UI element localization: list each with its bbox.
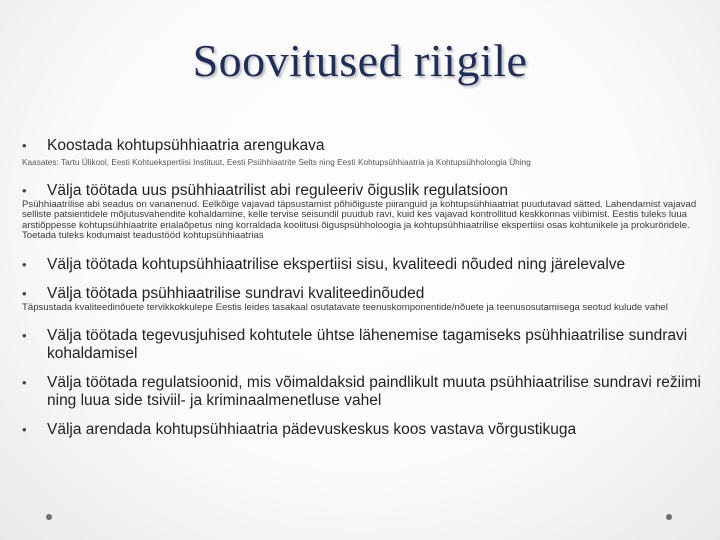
bullet-item <box>22 182 702 200</box>
bullet-dot-icon: • <box>22 422 27 437</box>
bullet-text: Välja töötada psühhiaatrilise sundravi kvaliteedinõuded <box>47 284 425 302</box>
bullet-dot-icon: • <box>22 256 27 272</box>
bullet-dot-icon: • <box>22 285 27 301</box>
bullet-dot-icon: • <box>22 182 27 198</box>
bullet-text: Välja töötada regulatsioonid, mis võimaldaksid paindlikult muuta psühhiaatrilise sundravi režiimi ning luua side tsiviil- ja kriminaalmenetluse vahel <box>47 374 701 409</box>
slide-content <box>22 137 702 439</box>
bullet-dot-icon: • <box>22 138 27 153</box>
bullet-dot-icon: • <box>22 375 27 390</box>
slide-title: Soovitused riigile <box>192 35 528 86</box>
bullet-text: Välja töötada tegevusjuhised kohtutele ühtse lähenemise tagamiseks psühhiaatrilise sundravi kohaldamisel <box>47 327 688 362</box>
bullet-text: Välja töötada uus psühhiaatrilist abi reguleeriv õiguslik regulatsioon <box>47 181 508 199</box>
bullet-item <box>22 327 702 363</box>
bullet-item <box>22 137 702 155</box>
note-text: Kaasates: Tartu Ülikool, Eesti Kohtuekspertiisi Instituut, Eesti Psühhiaatrite Selts ning Eesti Kohtupsühhiaatria ja Kohtupsühholoogia Ühing <box>22 158 531 167</box>
bullet-text: Välja töötada kohtupsühhiaatrilise ekspertiisi sisu, kvaliteedi nõuded ning järelevalve <box>47 255 626 273</box>
bullet-item <box>22 285 702 303</box>
bullet-text: Koostada kohtupsühhiaatria arengukava <box>47 137 325 154</box>
prev-slide-dot-icon[interactable] <box>46 514 52 520</box>
note-text: Psühhiaatrilise abi seadus on vananenud. Eelkõige vajavad täpsustamist põhiõiguste piiranguid ja kohtupsühhiaatriat puudutavad sätted. Lahendamist vajavad selliste patsientidele mõjutusvahendite kohaldamine, kelle tervise seisundil puudub ravi, kuid kes vajavad kontrollitud keskkonnas viibimist. Eestis tuleks luua arstiõppesse kohtupsühhiaatrite erialaõpetus ning korraldada koolitusi õiguspsühholoogia ja kohtupsühhiaatrilise ekspertiisi osas kohtunikele ja prokuröridele. Toetada tuleks kodumaist teadustööd kohtupsühhiaatrias <box>22 198 697 241</box>
bullet-item <box>22 374 702 410</box>
note-text: Täpsustada kvaliteedinõuete tervikkokkulepe Eestis leides tasakaal osutatavate teenuskomponentide/nõuete ja teenusosutamisega seotud kulude vahel <box>22 301 668 313</box>
bullet-item <box>22 256 702 274</box>
bullet-text: Välja arendada kohtupsühhiaatria pädevuskeskus koos vastava võrgustikuga <box>47 421 577 438</box>
bullet-dot-icon: • <box>22 328 27 343</box>
next-slide-dot-icon[interactable] <box>666 514 672 520</box>
bullet-item <box>22 421 702 439</box>
